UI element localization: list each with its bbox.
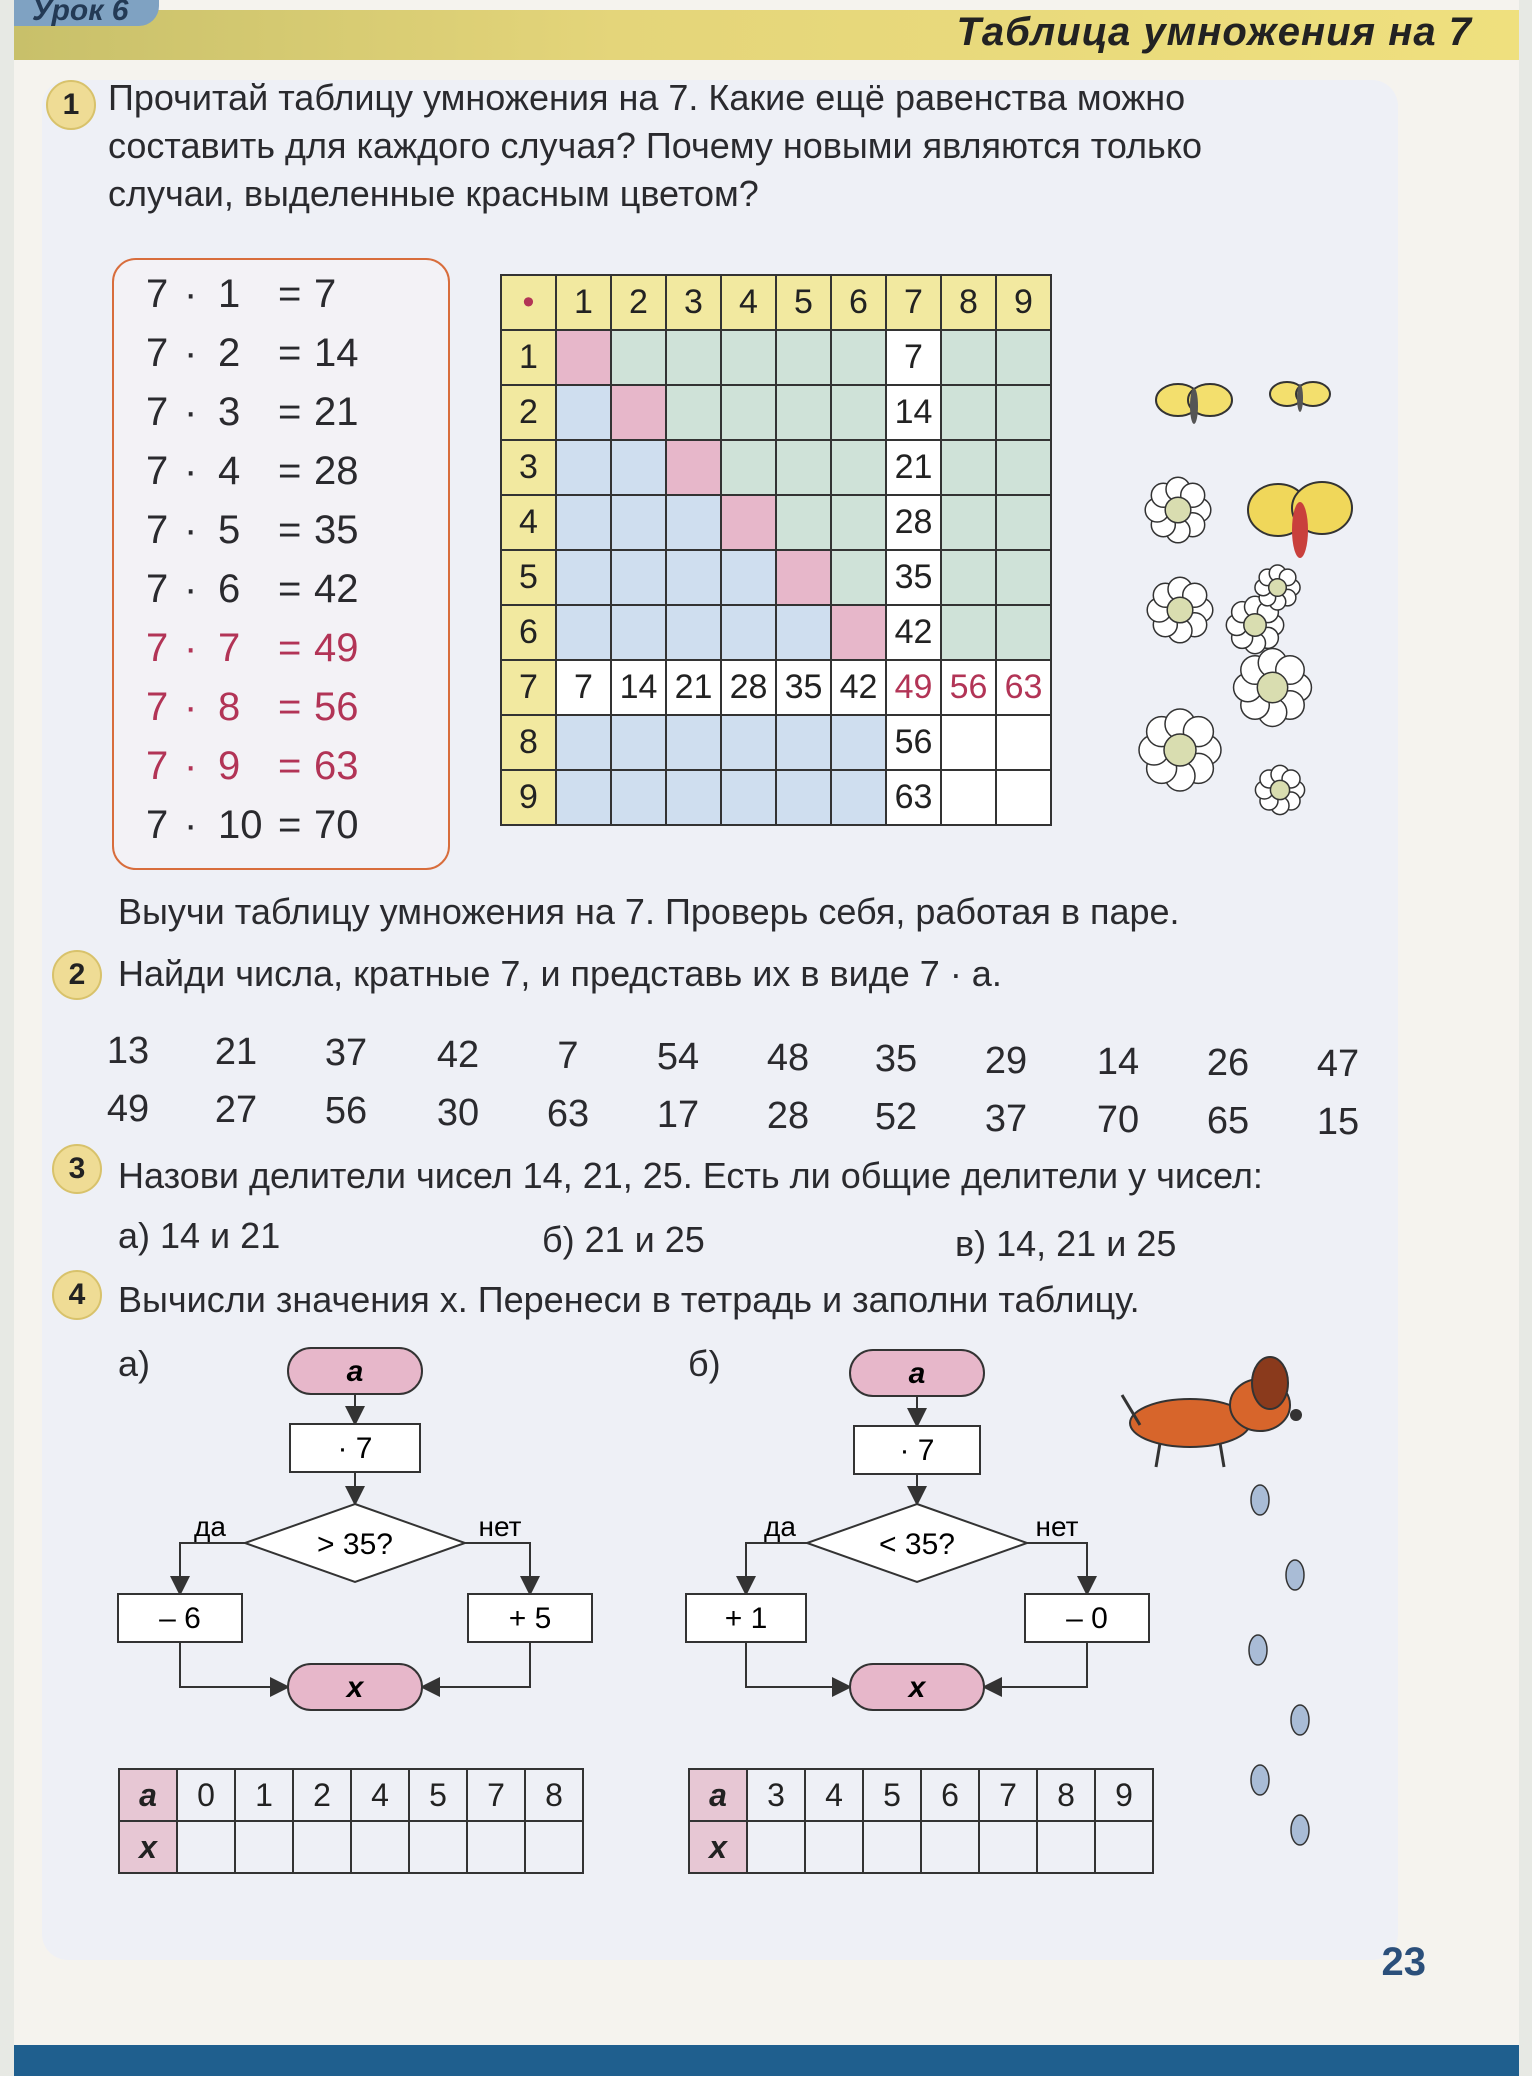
a-value-cell: 8: [1037, 1769, 1095, 1821]
number-item: 21: [214, 1031, 258, 1074]
table-cell: [611, 440, 666, 495]
a-value-cell: 5: [863, 1769, 921, 1821]
eq-equals: =: [278, 272, 302, 316]
table-cell: [776, 605, 831, 660]
number-item: 37: [324, 1032, 368, 1075]
table-cell: [941, 550, 996, 605]
table-cell: [831, 440, 886, 495]
table-cell: 35: [776, 660, 831, 715]
number-item: 27: [214, 1089, 258, 1132]
a-value-cell: 3: [747, 1769, 805, 1821]
table-row: [689, 1769, 1153, 1821]
eq-factor-b: 8: [218, 685, 241, 729]
eq-result: 7: [314, 272, 337, 316]
row-header: 8: [501, 715, 556, 770]
table-cell: [666, 605, 721, 660]
table-cell: [831, 715, 886, 770]
table-cell: [556, 715, 611, 770]
eq-equals: =: [278, 567, 302, 611]
table-cell: [776, 715, 831, 770]
table-cell: [666, 330, 721, 385]
table-cell: [611, 770, 666, 825]
col-header: 4: [721, 275, 776, 330]
learn-line: Выучи таблицу умножения на 7. Проверь себя, работая в паре.: [118, 891, 1180, 932]
table-cell: 14: [611, 660, 666, 715]
a-value-cell: 4: [351, 1769, 409, 1821]
eq-result: 21: [314, 390, 359, 434]
eq-factor-b: 5: [218, 508, 241, 552]
flow-condition-text: > 35?: [317, 1528, 393, 1561]
number-item: 14: [1096, 1040, 1140, 1083]
number-item: 35: [874, 1038, 918, 1081]
number-item: 7: [557, 1034, 579, 1077]
table-cell: [941, 715, 996, 770]
row-header: 5: [501, 550, 556, 605]
eq-factor-b: 2: [218, 331, 241, 375]
flow-end-text: x: [346, 1671, 364, 1704]
table-cell: 49: [886, 660, 941, 715]
task-number-2: 2: [52, 950, 102, 1000]
flow-op-text: · 7: [899, 1434, 935, 1467]
flow-yes-label: да: [764, 1511, 796, 1542]
row-label-x: x: [119, 1821, 177, 1873]
x-value-cell: [525, 1821, 583, 1873]
task-number-4: 4: [52, 1270, 102, 1320]
flow-end-text: x: [908, 1671, 926, 1704]
table-row: [501, 330, 1051, 385]
numbers-row-2: [106, 1088, 1388, 1144]
a-value-cell: 0: [177, 1769, 235, 1821]
page-title: Таблица умножения на 7: [956, 10, 1472, 54]
number-item: 26: [1206, 1042, 1250, 1084]
flower-icon: [1140, 570, 1220, 650]
butterfly-icon: [1150, 370, 1240, 440]
table-cell: 7: [886, 330, 941, 385]
table-cell: 21: [666, 660, 721, 715]
number-item: 13: [106, 1030, 150, 1072]
x-value-cell: [409, 1821, 467, 1873]
eq-factor-a: 7: [146, 390, 169, 434]
table-cell: [611, 715, 666, 770]
task1-line-2: составить для каждого случая? Почему новыми являются только: [108, 125, 1202, 166]
flowchart-b: [682, 1340, 1172, 1740]
x-value-cell: [863, 1821, 921, 1873]
eq-result: 63: [314, 744, 359, 788]
flower-icon: [1225, 640, 1320, 735]
flow-no-op: + 5: [508, 1602, 552, 1635]
table-cell: [611, 605, 666, 660]
table-row: [689, 1821, 1153, 1873]
table-cell: [666, 770, 721, 825]
flow-op-text: · 7: [337, 1432, 373, 1465]
page-number: 23: [1381, 1940, 1426, 1984]
row-header: 9: [501, 770, 556, 825]
flow-no-label: нет: [478, 1511, 522, 1542]
row-label-a: a: [119, 1769, 177, 1821]
col-header: 8: [941, 275, 996, 330]
row-header: 3: [501, 440, 556, 495]
eq-result: 42: [314, 567, 359, 611]
flower-icon: [1138, 470, 1218, 550]
x-value-cell: [351, 1821, 409, 1873]
number-item: 48: [766, 1037, 810, 1080]
flowchart-b-label: б): [688, 1343, 721, 1384]
table-row: [501, 660, 1051, 715]
task2-text: Найди числа, кратные 7, и представь их в виде 7 · а.: [118, 953, 1002, 994]
a-value-cell: 4: [805, 1769, 863, 1821]
number-item: 30: [436, 1091, 480, 1134]
eq-result: 35: [314, 508, 359, 552]
flow-yes-label: да: [194, 1511, 226, 1542]
number-item: 28: [766, 1095, 810, 1138]
table-a: [118, 1768, 584, 1874]
eq-equals: =: [278, 685, 302, 729]
equations-box: [112, 258, 450, 870]
multiplication-table: [500, 274, 1052, 826]
eq-op: ·: [184, 803, 198, 847]
x-value-cell: [235, 1821, 293, 1873]
table-cell: [996, 495, 1051, 550]
eq-factor-a: 7: [146, 449, 169, 493]
table-cell: [611, 330, 666, 385]
table-cell: [776, 440, 831, 495]
table-cell: [721, 770, 776, 825]
row-header: 7: [501, 660, 556, 715]
a-value-cell: 7: [467, 1769, 525, 1821]
flowchart-a: [110, 1340, 600, 1740]
x-value-cell: [177, 1821, 235, 1873]
x-value-cell: [805, 1821, 863, 1873]
eq-op: ·: [184, 744, 198, 788]
task1-line-1: Прочитай таблицу умножения на 7. Какие ещё равенства можно: [108, 77, 1186, 118]
flower-icon: [1130, 700, 1230, 800]
table-cell: [666, 550, 721, 605]
task1-line-3: случаи, выделенные красным цветом?: [108, 173, 759, 214]
eq-equals: =: [278, 744, 302, 788]
number-item: 70: [1096, 1098, 1140, 1141]
eq-op: ·: [184, 390, 198, 434]
eq-factor-a: 7: [146, 685, 169, 729]
x-value-cell: [467, 1821, 525, 1873]
eq-op: ·: [184, 685, 198, 729]
x-value-cell: [747, 1821, 805, 1873]
x-value-cell: [1037, 1821, 1095, 1873]
table-cell: [831, 495, 886, 550]
a-value-cell: 5: [409, 1769, 467, 1821]
number-item: 54: [656, 1036, 700, 1078]
a-value-cell: 1: [235, 1769, 293, 1821]
table-cell: [996, 440, 1051, 495]
table-cell: [941, 770, 996, 825]
table-cell: [556, 495, 611, 550]
table-cell: [556, 605, 611, 660]
eq-result: 14: [314, 331, 359, 375]
eq-factor-a: 7: [146, 567, 169, 611]
table-cell: [941, 440, 996, 495]
table-cell: 56: [941, 660, 996, 715]
number-item: 17: [656, 1094, 700, 1136]
flow-start-text: a: [346, 1355, 364, 1388]
eq-equals: =: [278, 390, 302, 434]
table-cell: [556, 440, 611, 495]
table-cell: [611, 550, 666, 605]
task4-text: Вычисли значения x. Перенеси в тетрадь и заполни таблицу.: [118, 1279, 1140, 1320]
eq-factor-b: 7: [218, 626, 241, 670]
eq-factor-b: 10: [218, 803, 263, 847]
table-cell: [721, 330, 776, 385]
eq-op: ·: [184, 567, 198, 611]
butterfly-icon: [1265, 370, 1335, 425]
table-cell: [721, 715, 776, 770]
table-row: [501, 770, 1051, 825]
row-label-x: x: [689, 1821, 747, 1873]
eq-equals: =: [278, 331, 302, 375]
table-cell: 35: [886, 550, 941, 605]
table-cell: [941, 330, 996, 385]
eq-factor-b: 9: [218, 744, 241, 788]
flow-condition-text: < 35?: [879, 1528, 955, 1561]
x-value-cell: [293, 1821, 351, 1873]
task3-option-a: а) 14 и 21: [118, 1215, 281, 1256]
eq-factor-a: 7: [146, 744, 169, 788]
x-value-cell: [1095, 1821, 1153, 1873]
eq-factor-b: 1: [218, 272, 241, 316]
col-header: 7: [886, 275, 941, 330]
eq-factor-b: 6: [218, 567, 241, 611]
row-header: 4: [501, 495, 556, 550]
table-cell: [941, 385, 996, 440]
table-cell: [996, 715, 1051, 770]
flow-no-label: нет: [1035, 1511, 1079, 1542]
task3-option-c: в) 14, 21 и 25: [955, 1223, 1177, 1264]
table-cell: [941, 605, 996, 660]
table-b: [688, 1768, 1154, 1874]
number-item: 42: [436, 1033, 480, 1076]
a-value-cell: 8: [525, 1769, 583, 1821]
eq-op: ·: [184, 331, 198, 375]
table-cell: 63: [886, 770, 941, 825]
table-row: [501, 605, 1051, 660]
table-cell: [996, 605, 1051, 660]
number-item: 15: [1316, 1101, 1360, 1144]
table-cell: [776, 770, 831, 825]
eq-result: 28: [314, 449, 359, 493]
table-row: [501, 715, 1051, 770]
table-cell: [611, 385, 666, 440]
eq-equals: =: [278, 803, 302, 847]
col-header: 3: [666, 275, 721, 330]
table-cell: [556, 770, 611, 825]
task3-text: Назови делители чисел 14, 21, 25. Есть ли общие делители у чисел:: [118, 1155, 1263, 1196]
table-cell: [831, 385, 886, 440]
table-cell: 14: [886, 385, 941, 440]
a-value-cell: 7: [979, 1769, 1037, 1821]
eq-op: ·: [184, 508, 198, 552]
eq-factor-a: 7: [146, 626, 169, 670]
table-row: [501, 495, 1051, 550]
eq-factor-b: 4: [218, 449, 241, 493]
table-cell: 63: [996, 660, 1051, 715]
table-cell: 21: [886, 440, 941, 495]
number-item: 37: [984, 1097, 1028, 1140]
eq-factor-a: 7: [146, 803, 169, 847]
number-item: 65: [1206, 1100, 1250, 1142]
table-row: [501, 385, 1051, 440]
flow-yes-op: + 1: [724, 1602, 768, 1635]
task3-option-b: б) 21 и 25: [542, 1219, 705, 1260]
dog-illustration: [1120, 1355, 1320, 1475]
eq-factor-a: 7: [146, 331, 169, 375]
table-cell: [721, 495, 776, 550]
eq-factor-b: 3: [218, 390, 241, 434]
row-header: 2: [501, 385, 556, 440]
table-cell: [831, 605, 886, 660]
table-cell: [666, 440, 721, 495]
flowchart-a-label: а): [118, 1343, 151, 1384]
table-cell: [611, 495, 666, 550]
flow-no-op: – 0: [1066, 1602, 1108, 1635]
number-item: 56: [324, 1090, 368, 1133]
table-cell: [556, 550, 611, 605]
table-cell: 28: [886, 495, 941, 550]
a-value-cell: 2: [293, 1769, 351, 1821]
table-cell: [721, 385, 776, 440]
eq-op: ·: [184, 272, 198, 316]
row-header: 6: [501, 605, 556, 660]
flower-icon: [1250, 760, 1310, 820]
table-cell: [721, 605, 776, 660]
table-cell: [776, 495, 831, 550]
lesson-label: Урок 6: [32, 0, 129, 27]
table-cell: 28: [721, 660, 776, 715]
eq-factor-a: 7: [146, 508, 169, 552]
table-cell: 56: [886, 715, 941, 770]
number-item: 52: [874, 1096, 918, 1139]
table-cell: [996, 550, 1051, 605]
eq-result: 56: [314, 685, 359, 729]
table-row: [501, 275, 1051, 330]
table-cell: [721, 440, 776, 495]
eq-equals: =: [278, 508, 302, 552]
col-header: 5: [776, 275, 831, 330]
table-cell: [721, 550, 776, 605]
a-value-cell: 9: [1095, 1769, 1153, 1821]
table-cell: 42: [886, 605, 941, 660]
flower-icon: [1250, 560, 1305, 615]
table-row: [501, 550, 1051, 605]
lesson-tab: [14, 0, 159, 26]
eq-result: 49: [314, 626, 359, 670]
table-row: [501, 440, 1051, 495]
table-cell: [831, 770, 886, 825]
eq-factor-a: 7: [146, 272, 169, 316]
number-item: 29: [984, 1039, 1028, 1082]
table-cell: [996, 330, 1051, 385]
table-cell: [776, 330, 831, 385]
eq-op: ·: [184, 449, 198, 493]
numbers-row-1: [106, 1030, 1388, 1086]
table-cell: [556, 330, 611, 385]
table-corner: •: [501, 275, 556, 330]
flow-start-text: a: [908, 1357, 926, 1390]
table-cell: [776, 550, 831, 605]
eq-equals: =: [278, 626, 302, 670]
row-header: 1: [501, 330, 556, 385]
eq-op: ·: [184, 626, 198, 670]
row-label-a: a: [689, 1769, 747, 1821]
col-header: 1: [556, 275, 611, 330]
table-cell: [666, 385, 721, 440]
table-cell: [556, 385, 611, 440]
table-cell: 7: [556, 660, 611, 715]
table-cell: [831, 550, 886, 605]
col-header: 6: [831, 275, 886, 330]
table-cell: [996, 770, 1051, 825]
bottom-strip: [14, 2045, 1519, 2076]
eq-result: 70: [314, 803, 359, 847]
eq-equals: =: [278, 449, 302, 493]
a-value-cell: 6: [921, 1769, 979, 1821]
table-cell: [941, 495, 996, 550]
col-header: 2: [611, 275, 666, 330]
table-cell: 42: [831, 660, 886, 715]
task-number-3: 3: [52, 1144, 102, 1194]
table-cell: [666, 715, 721, 770]
table-row: [119, 1769, 583, 1821]
table-cell: [831, 330, 886, 385]
table-cell: [776, 385, 831, 440]
task-number-1: 1: [46, 80, 96, 130]
table-row: [119, 1821, 583, 1873]
x-value-cell: [979, 1821, 1037, 1873]
number-item: 47: [1316, 1043, 1360, 1086]
footprints-icon: [1230, 1480, 1340, 1850]
flow-yes-op: – 6: [159, 1602, 201, 1635]
x-value-cell: [921, 1821, 979, 1873]
number-item: 63: [546, 1092, 590, 1135]
number-item: 49: [106, 1088, 150, 1130]
col-header: 9: [996, 275, 1051, 330]
table-cell: [666, 495, 721, 550]
table-cell: [996, 385, 1051, 440]
